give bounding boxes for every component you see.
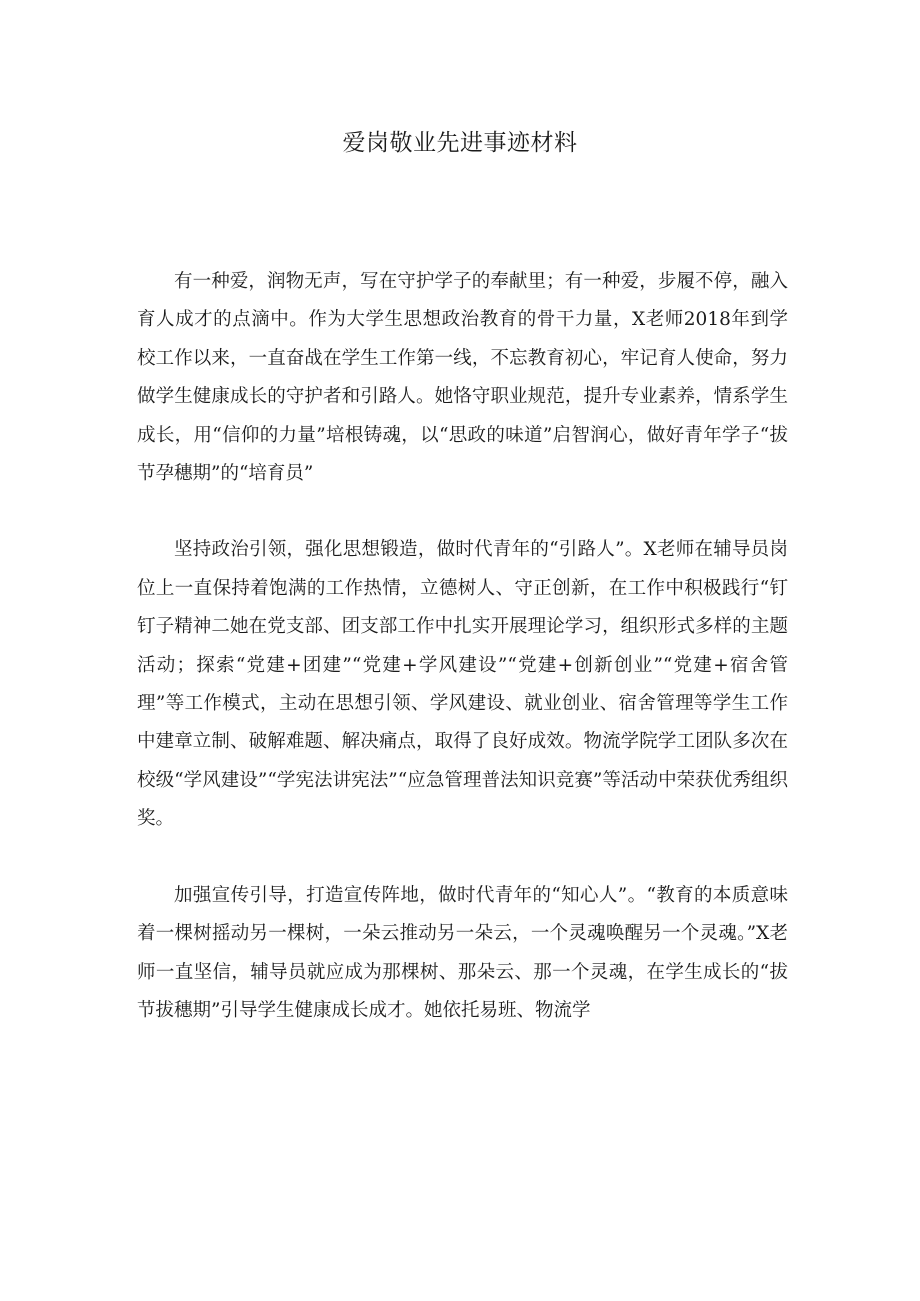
paragraph-2: 坚持政治引领，强化思想锻造，做时代青年的“引路人”。X老师在辅导员岗位上一直保持着饱满的工作热情，立德树人、守正创新，在工作中积极践行“钉钉子精神二她在党支部、团支部工作中扎实开展理论学习，组织形式多样的主题活动；探索“党建+团建”“党建+学风建设”“党建+创新创业”“党建+宿舍管理”等工作模式，主动在思想引领、学风建设、就业创业、宿舍管理等学生工作中建章立制、破解难题、解决痛点，取得了良好成效。物流学院学工团队多次在校级“学风建设”“学宪法讲宪法”“应急管理普法知识竞赛”等活动中荣获优秀组织奖。 [137, 539, 788, 830]
document-title: 爱岗敬业先进事迹材料 [342, 130, 578, 156]
paragraph-3: 加强宣传引导，打造宣传阵地，做时代青年的“知心人”。“教育的本质意味着一棵树摇动另一棵树，一朵云推动另一朵云，一个灵魂唤醒另一个灵魂。”X老师一直坚信，辅导员就应成为那棵树、那朵云、那一个灵魂，在学生成长的“拔节拔穗期”引导学生健康成长成才。她依托易班、物流学 [137, 884, 788, 1021]
document-body [137, 263, 788, 1068]
paragraph-1: 有一种爱，润物无声，写在守护学子的奉献里；有一种爱，步履不停，融入育人成才的点滴中。作为大学生思想政治教育的骨干力量，X老师2018年到学校工作以来，一直奋战在学生工作第一线，不忘教育初心，牢记育人使命，努力做学生健康成长的守护者和引路人。她恪守职业规范，提升专业素养，情系学生成长，用“信仰的力量”培根铸魂，以“思政的味道”启智润心，做好青年学子“拔节孕穗期”的“培育员” [137, 271, 788, 485]
